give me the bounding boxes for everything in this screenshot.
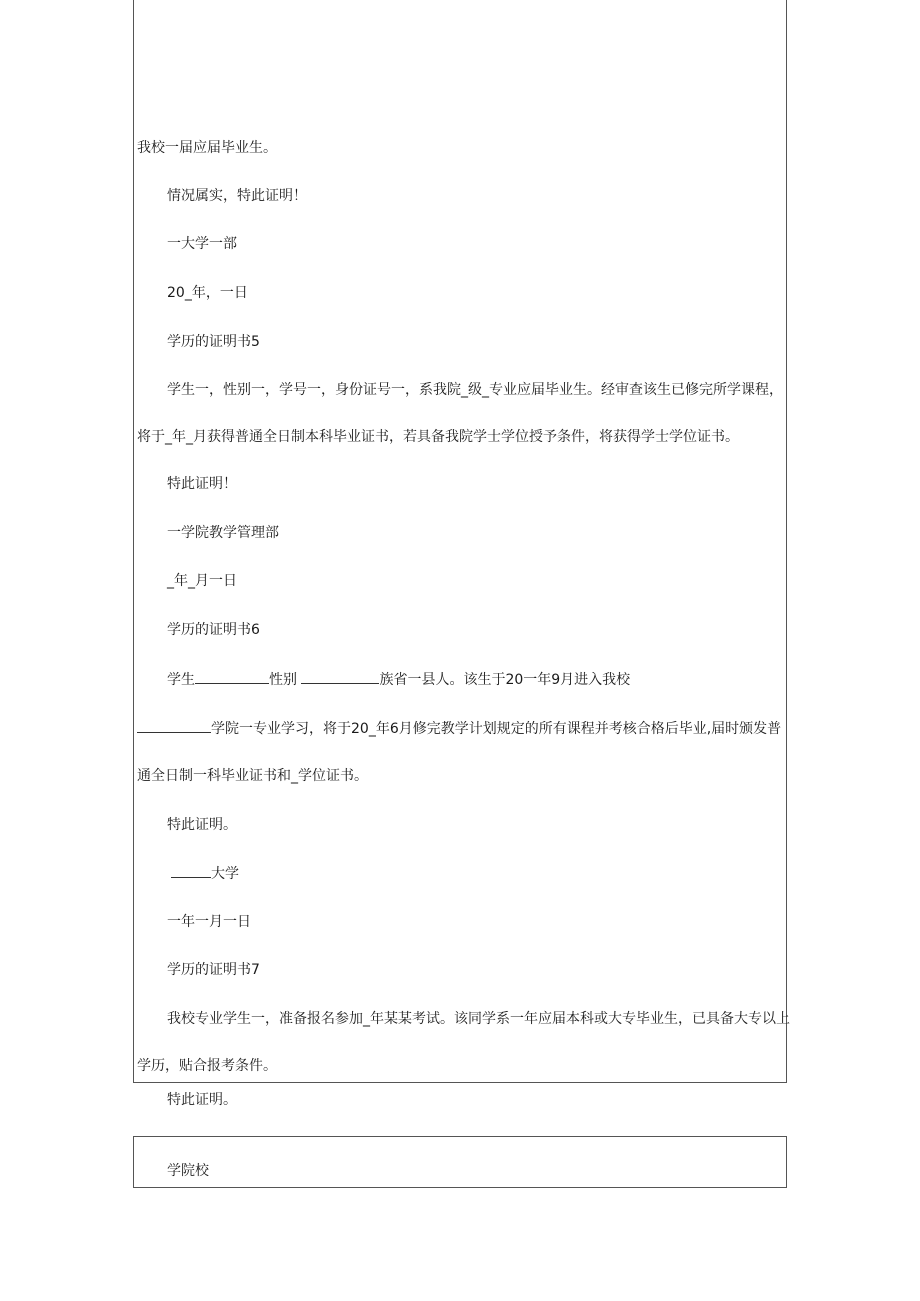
text-line-13-rest: 族省一县人。该生于20一年9月进入我校 — [379, 672, 631, 688]
text-line-2: 情况属实，特此证明！ — [167, 188, 307, 204]
text-line-16: 特此证明。 — [167, 817, 237, 833]
text-line-18: 一年一月一日 — [167, 914, 251, 930]
text-line-17-rest: 大学 — [211, 866, 239, 882]
text-line-17 — [171, 863, 239, 884]
blank-gender — [301, 669, 379, 684]
text-line-8: 特此证明！ — [167, 476, 237, 492]
blank-name — [195, 669, 269, 684]
text-line-20: 我校专业学生一，准备报名参加_年某某考试。该同学系一年应届本科或大专毕业生，已具备大专以上 — [167, 1011, 790, 1027]
text-line-14 — [137, 718, 781, 739]
page-frame-bottom — [133, 1136, 787, 1188]
text-line-7: 将于_年_月获得普通全日制本科毕业证书，若具备我院学士学位授予条件，将获得学士学位证书。 — [137, 429, 739, 445]
text-line-4: 20_年，一日 — [167, 285, 248, 301]
text-line-15: 通全日制一科毕业证书和_学位证书。 — [137, 768, 368, 784]
text-line-14-rest: 学院一专业学习，将于20_年6月修完教学计划规定的所有课程并考核合格后毕业,届时颁发普 — [211, 721, 782, 737]
label-gender: 性别 — [269, 672, 297, 688]
text-line-23: 学院校 — [167, 1163, 209, 1179]
text-line-10: _年_月一日 — [167, 573, 237, 589]
text-line-3: 一大学一部 — [167, 236, 237, 252]
blank-college — [137, 718, 211, 733]
text-line-1: 我校一届应届毕业生。 — [137, 140, 277, 156]
section-heading-5: 学历的证明书5 — [167, 334, 260, 350]
text-line-22: 特此证明。 — [167, 1092, 237, 1108]
label-student: 学生 — [167, 672, 195, 688]
text-line-9: 一学院教学管理部 — [167, 525, 279, 541]
text-line-13 — [167, 669, 630, 690]
text-line-6: 学生一，性别一，学号一，身份证号一，系我院_级_专业应届毕业生。经审查该生已修完所学课程， — [167, 382, 783, 398]
section-heading-7: 学历的证明书7 — [167, 962, 260, 978]
section-heading-6: 学历的证明书6 — [167, 622, 260, 638]
blank-university — [171, 863, 211, 878]
text-line-21: 学历，贴合报考条件。 — [137, 1058, 277, 1074]
